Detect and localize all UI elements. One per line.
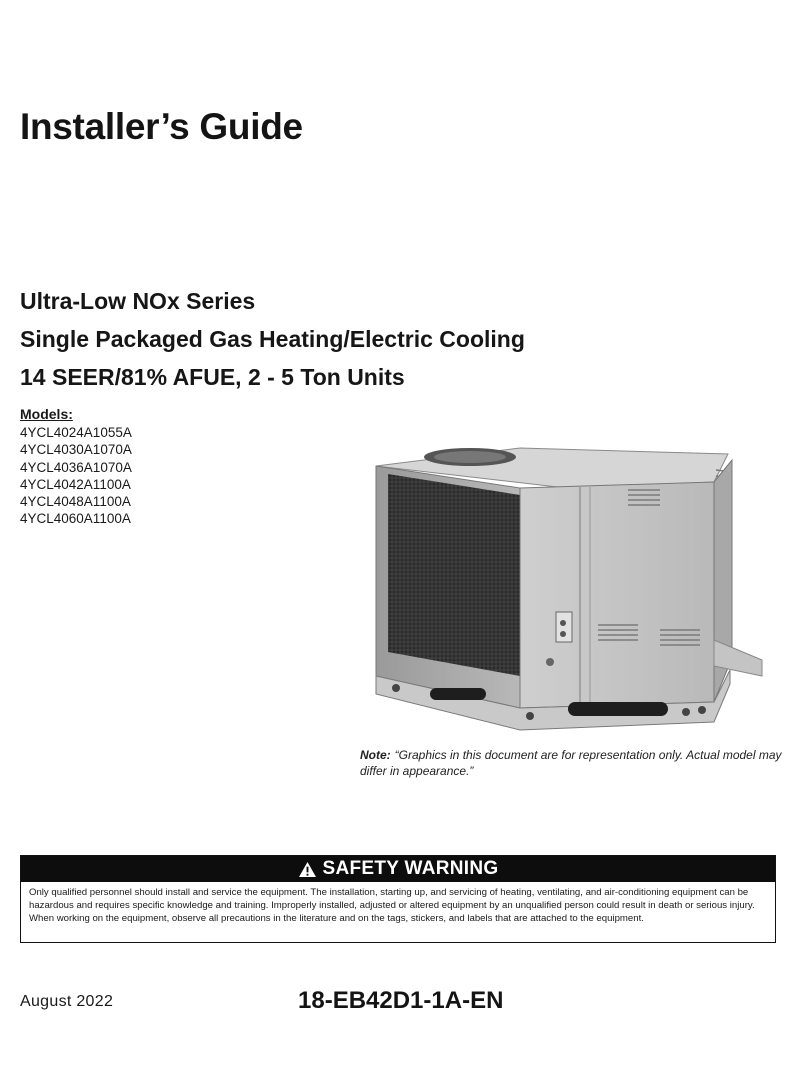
note-label: Note: — [360, 748, 391, 762]
packaged-unit-photo — [370, 440, 768, 740]
product-type-subtitle: Single Packaged Gas Heating/Electric Cooling — [20, 326, 525, 352]
model-item: 4YCL4060A1100A — [20, 511, 131, 527]
graphics-note — [360, 747, 790, 779]
model-item: 4YCL4030A1070A — [20, 442, 132, 458]
model-item: 4YCL4042A1100A — [20, 476, 131, 492]
safety-warning-header — [21, 856, 775, 882]
warning-triangle-icon — [298, 861, 317, 878]
model-item: 4YCL4036A1070A — [20, 459, 132, 475]
model-item: 4YCL4024A1055A — [20, 425, 132, 440]
models-label: Models: — [20, 406, 73, 422]
safety-warning-box — [20, 855, 776, 943]
safety-warning-text: Only qualified personnel should install and service the equipment. The installation, starting up, and servicing of heating, ventilating, and air-conditioning equipment can be hazardous and requires specific knowledge and training. Improperly installed, adjusted or altered equipment by an unqualified person could result in death or serious injury. When working on the equipment, observe all precautions in the literature and on the tags, stickers, and labels that are attached to the equipment. — [29, 887, 755, 924]
series-subtitle: Ultra-Low NOx Series — [20, 288, 256, 314]
publication-date: August 2022 — [20, 993, 114, 1010]
rating-subtitle: 14 SEER/81% AFUE, 2 - 5 Ton Units — [20, 364, 405, 390]
safety-warning-title: SAFETY WARNING — [322, 858, 499, 879]
models-list — [20, 424, 132, 528]
note-text: “Graphics in this document are for representation only. Actual model may differ in appearance.” — [360, 748, 782, 778]
document-number: 18-EB42D1-1A-EN — [298, 987, 504, 1014]
page-title: Installer’s Guide — [20, 106, 303, 147]
model-item: 4YCL4048A1100A — [20, 494, 131, 510]
